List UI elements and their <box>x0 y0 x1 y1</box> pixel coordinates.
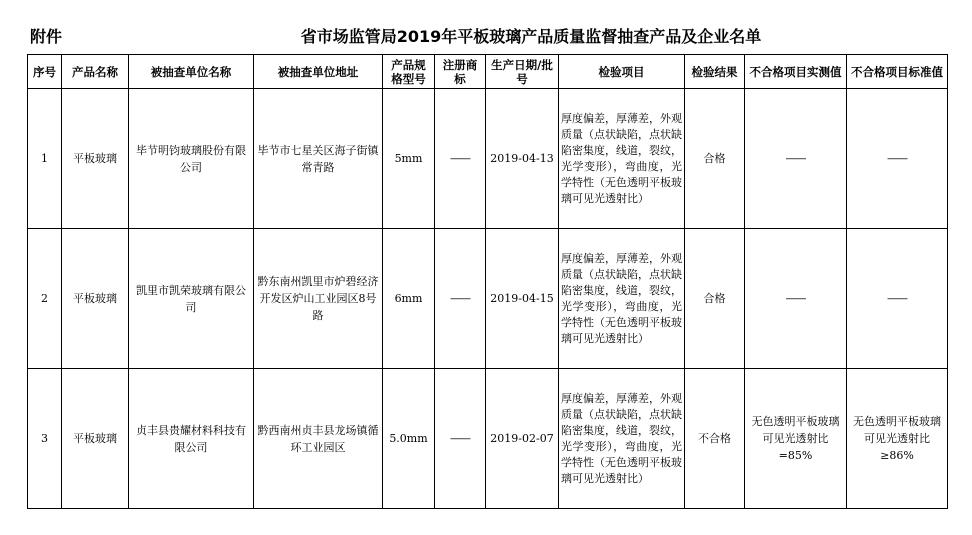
header-fail-standard: 不合格项目标准值 <box>847 55 948 89</box>
cell-items: 厚度偏差，厚薄差，外观质量（点状缺陷，点状缺陷密集度，线道，裂纹，光学变形），弯曲度，光学特性（无色透明平板玻璃可见光透射比） <box>559 369 685 509</box>
cell-product: 平板玻璃 <box>62 89 129 229</box>
cell-seq: 3 <box>28 369 62 509</box>
cell-address: 黔西南州贞丰县龙场镇循环工业园区 <box>254 369 383 509</box>
header-product: 产品名称 <box>62 55 129 89</box>
cell-fail-standard: 无色透明平板玻璃可见光透射比≥86% <box>847 369 948 509</box>
cell-seq: 1 <box>28 89 62 229</box>
cell-company: 毕节明钧玻璃股份有限公司 <box>129 89 254 229</box>
header-spec: 产品规格型号 <box>383 55 435 89</box>
header-company: 被抽查单位名称 <box>129 55 254 89</box>
cell-spec: 5.0mm <box>383 369 435 509</box>
cell-date: 2019-02-07 <box>486 369 559 509</box>
header-items: 检验项目 <box>559 55 685 89</box>
page-header <box>0 26 972 50</box>
cell-fail-standard: —— <box>847 229 948 369</box>
cell-items: 厚度偏差，厚薄差，外观质量（点状缺陷，点状缺陷密集度，线道，裂纹，光学变形），弯曲度，光学特性（无色透明平板玻璃可见光透射比） <box>559 89 685 229</box>
cell-result: 合格 <box>685 89 745 229</box>
cell-address: 毕节市七星关区海子街镇常青路 <box>254 89 383 229</box>
header-fail-actual: 不合格项目实测值 <box>745 55 847 89</box>
cell-seq: 2 <box>28 229 62 369</box>
cell-spec: 6mm <box>383 229 435 369</box>
cell-trademark: —— <box>435 369 486 509</box>
cell-product: 平板玻璃 <box>62 229 129 369</box>
cell-items: 厚度偏差，厚薄差，外观质量（点状缺陷，点状缺陷密集度，线道，裂纹，光学变形），弯曲度，光学特性（无色透明平板玻璃可见光透射比） <box>559 229 685 369</box>
cell-fail-standard: —— <box>847 89 948 229</box>
header-trademark: 注册商标 <box>435 55 486 89</box>
cell-company: 凯里市凯荣玻璃有限公司 <box>129 229 254 369</box>
table-header-row <box>28 55 948 89</box>
cell-product: 平板玻璃 <box>62 369 129 509</box>
header-date: 生产日期/批号 <box>486 55 559 89</box>
cell-address: 黔东南州凯里市炉碧经济开发区炉山工业园区8号路 <box>254 229 383 369</box>
cell-fail-actual: —— <box>745 89 847 229</box>
cell-date: 2019-04-13 <box>486 89 559 229</box>
cell-spec: 5mm <box>383 89 435 229</box>
cell-date: 2019-04-15 <box>486 229 559 369</box>
header-seq: 序号 <box>28 55 62 89</box>
cell-fail-actual: 无色透明平板玻璃可见光透射比=85% <box>745 369 847 509</box>
table-row <box>28 89 948 229</box>
page-title: 省市场监管局2019年平板玻璃产品质量监督抽查产品及企业名单 <box>300 27 762 46</box>
inspection-table <box>27 54 948 509</box>
cell-fail-actual: —— <box>745 229 847 369</box>
header-address: 被抽查单位地址 <box>254 55 383 89</box>
header-result: 检验结果 <box>685 55 745 89</box>
cell-trademark: —— <box>435 89 486 229</box>
cell-company: 贞丰县贵耀材料科技有限公司 <box>129 369 254 509</box>
cell-trademark: —— <box>435 229 486 369</box>
cell-result: 不合格 <box>685 369 745 509</box>
table-row <box>28 229 948 369</box>
attachment-label: 附件 <box>30 27 63 46</box>
table-row <box>28 369 948 509</box>
cell-result: 合格 <box>685 229 745 369</box>
